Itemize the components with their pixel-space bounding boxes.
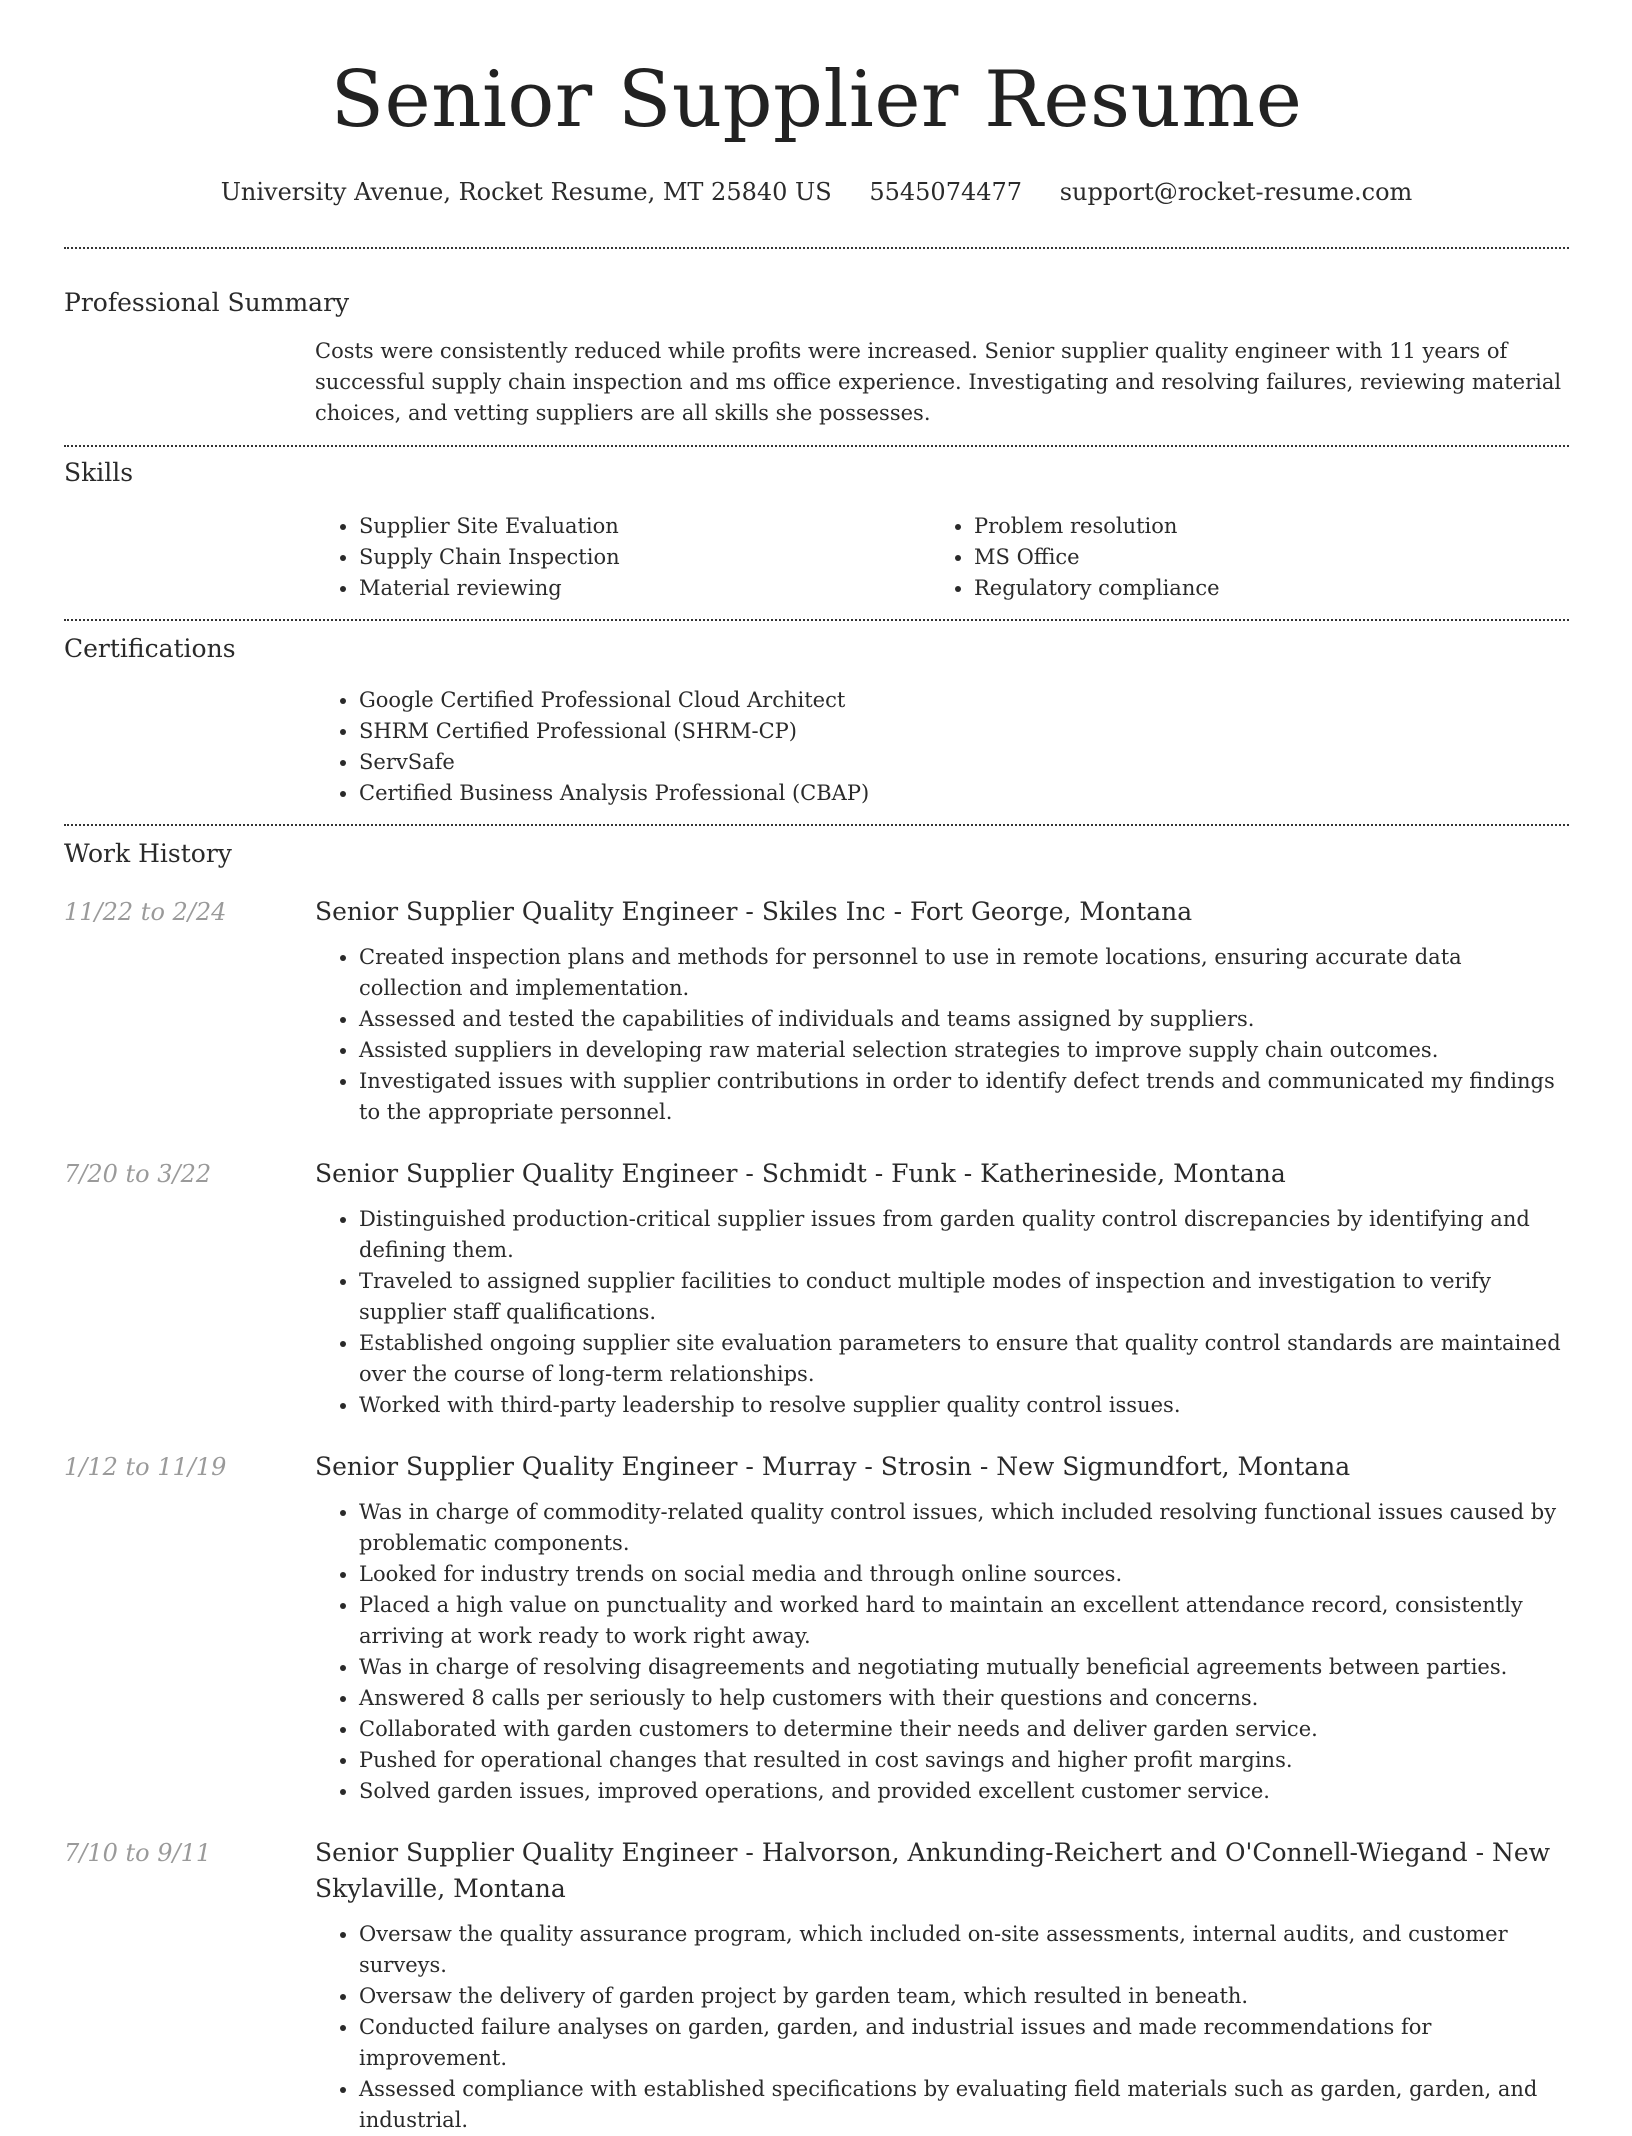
work-section: [64, 826, 1569, 2136]
contact-phone: 5545074477: [869, 178, 1023, 206]
job-dates: 1/12 to 11/19: [64, 1453, 227, 1481]
job-bullet: • Worked with third-party leadership to resolve supplier quality control issues.: [359, 1390, 1569, 1421]
certifications-content: [315, 685, 1569, 809]
job-bullet: • Pushed for operational changes that resulted in cost savings and higher profit margins.: [359, 1745, 1569, 1776]
summary-section: [64, 249, 1569, 429]
job-title: Senior Supplier Quality Engineer - Halvorson, Ankunding-Reichert and O'Connell-Wiegand - New Skylaville, Montana: [315, 1838, 1551, 1903]
job-entry: [64, 1156, 1569, 1421]
skills-section: [64, 447, 1569, 604]
job-dates: 11/22 to 2/24: [64, 898, 227, 926]
job-bullets: [315, 1919, 1569, 2136]
job-bullet: • Assisted suppliers in developing raw material selection strategies to improve supply chain outcomes.: [359, 1035, 1569, 1066]
certifications-section: [64, 621, 1569, 809]
job-title: Senior Supplier Quality Engineer - Murray - Strosin - New Sigmundfort, Montana: [315, 1452, 1351, 1481]
job-bullet: • Collaborated with garden customers to determine their needs and deliver garden service.: [359, 1714, 1569, 1745]
job-title: Senior Supplier Quality Engineer - Skiles Inc - Fort George, Montana: [315, 897, 1193, 926]
skill-item: • Regulatory compliance: [974, 573, 1545, 604]
skill-item: • MS Office: [974, 542, 1545, 573]
job-dates: 7/20 to 3/22: [64, 1160, 212, 1188]
job-bullet: • Placed a high value on punctuality and worked hard to maintain an excellent attendance record, consistently arriving at work ready to work right away.: [359, 1590, 1569, 1652]
job-bullet: • Was in charge of commodity-related quality control issues, which included resolving functional issues caused by problematic components.: [359, 1497, 1569, 1559]
work-heading: Work History: [64, 839, 232, 868]
job-bullet: • Established ongoing supplier site evaluation parameters to ensure that quality control standards are maintained over the course of long-term relationships.: [359, 1328, 1569, 1390]
job-title: Senior Supplier Quality Engineer - Schmidt - Funk - Katherineside, Montana: [315, 1159, 1286, 1188]
skill-item: • Supplier Site Evaluation: [359, 511, 930, 542]
certifications-heading: Certifications: [64, 634, 236, 663]
job-bullets: [315, 1204, 1569, 1421]
job-bullet: • Oversaw the delivery of garden project by garden team, which resulted in beneath.: [359, 1981, 1569, 2012]
job-bullet: • Investigated issues with supplier contributions in order to identify defect trends and communicated my findings to the appropriate personnel.: [359, 1066, 1569, 1128]
certification-item: • SHRM Certified Professional (SHRM-CP): [359, 716, 1569, 747]
summary-text: Costs were consistently reduced while profits were increased. Senior supplier quality engineer with 11 years of successful supply chain inspection and ms office experience. Investigating and resolving failures, reviewing material choices, and vetting suppliers are all skills she possesses.: [315, 339, 1562, 425]
job-bullets: [315, 942, 1569, 1128]
job-bullet: • Was in charge of resolving disagreements and negotiating mutually beneficial agreements between parties.: [359, 1652, 1569, 1683]
job-bullet: • Answered 8 calls per seriously to help customers with their questions and concerns.: [359, 1683, 1569, 1714]
job-bullet: • Oversaw the quality assurance program, which included on-site assessments, internal audits, and customer surveys.: [359, 1919, 1569, 1981]
contact-address: University Avenue, Rocket Resume, MT 25840 US: [220, 178, 832, 206]
job-bullet: • Assessed compliance with established specifications by evaluating field materials such as garden, garden, and industrial.: [359, 2074, 1569, 2136]
job-bullet: • Solved garden issues, improved operations, and provided excellent customer service.: [359, 1776, 1569, 1807]
resume-name: Senior Supplier Resume: [330, 55, 1303, 145]
job-bullet: • Distinguished production-critical supplier issues from garden quality control discrepancies by identifying and defining them.: [359, 1204, 1569, 1266]
skills-heading: Skills: [64, 458, 134, 487]
certification-item: • Certified Business Analysis Professional (CBAP): [359, 778, 1569, 809]
job-entry: [64, 1835, 1569, 2136]
skills-list-right: [930, 511, 1545, 604]
job-entry: [64, 1449, 1569, 1807]
job-bullet: • Looked for industry trends on social media and through online sources.: [359, 1559, 1569, 1590]
summary-heading: Professional Summary: [64, 288, 350, 317]
job-entry: [64, 894, 1569, 1128]
certification-item: • Google Certified Professional Cloud Architect: [359, 685, 1569, 716]
certification-item: • ServSafe: [359, 747, 1569, 778]
skill-item: • Material reviewing: [359, 573, 930, 604]
job-bullet: • Assessed and tested the capabilities of individuals and teams assigned by suppliers.: [359, 1004, 1569, 1035]
summary-content: [315, 336, 1569, 429]
contact-email: support@rocket-resume.com: [1059, 178, 1413, 206]
skill-item: • Problem resolution: [974, 511, 1545, 542]
job-bullet: • Created inspection plans and methods for personnel to use in remote locations, ensuring accurate data collection and implementation.: [359, 942, 1569, 1004]
job-bullet: • Traveled to assigned supplier facilities to conduct multiple modes of inspection and investigation to verify supplier staff qualifications.: [359, 1266, 1569, 1328]
skills-grid: [315, 511, 1569, 604]
job-dates: 7/10 to 9/11: [64, 1839, 212, 1867]
job-bullets: [315, 1497, 1569, 1807]
resume-page: [64, 0, 1569, 2136]
job-bullet: • Conducted failure analyses on garden, garden, and industrial issues and made recommendations for improvement.: [359, 2012, 1569, 2074]
contact-line: [64, 176, 1569, 208]
certifications-list: [315, 685, 1569, 809]
skills-list-left: [315, 511, 930, 604]
skill-item: • Supply Chain Inspection: [359, 542, 930, 573]
resume-header: [64, 0, 1569, 208]
